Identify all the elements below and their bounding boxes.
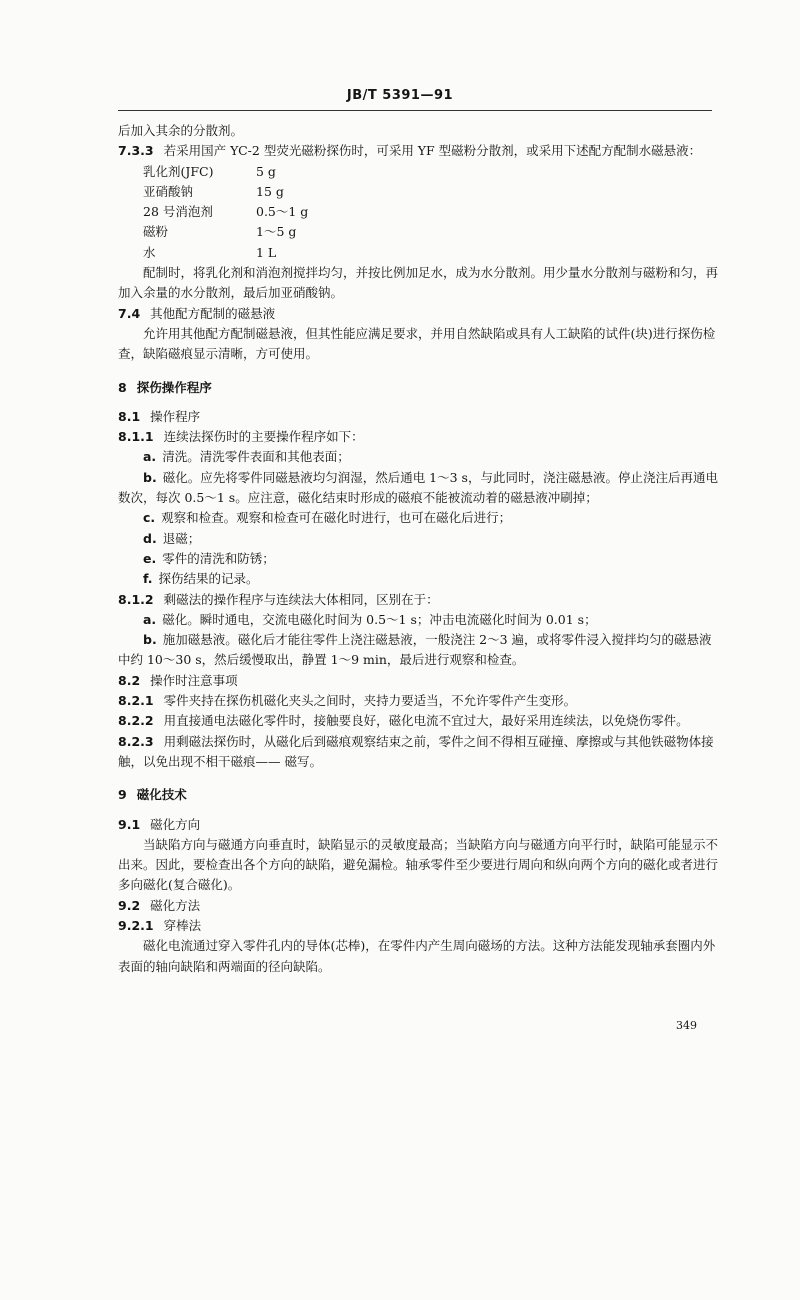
clause-8-1-2 [118,590,718,610]
section-8-heading [118,378,718,398]
clause-number: 9.1 [118,816,141,832]
clause-9-2-1-heading [118,916,718,936]
list-item [118,569,718,589]
formula-row [143,222,308,242]
ingredient-quantity: 1 L [256,244,277,260]
ingredient-name: 亚硝酸钠 [143,183,194,199]
section-title: 磁化技术 [136,787,187,803]
formula-row [143,162,308,182]
list-text: 退磁； [162,530,201,546]
clause-number: 8.1 [118,408,141,424]
clause-8-2-1 [118,691,718,711]
section-9-heading [118,785,718,805]
clause-number: 8.2.1 [118,693,154,709]
formula-row [143,182,308,202]
clause-title: 磁化方法 [150,897,201,913]
ingredient-name: 乳化剂(JFC) [143,163,214,179]
clause-number: 8.1.1 [118,429,154,445]
clause-text: 剩磁法的操作程序与连续法大体相同，区别在于： [163,591,439,607]
list-label: b. [143,469,157,485]
ingredient-quantity: 0.5～1 g [256,204,309,220]
clause-number: 7.4 [118,305,141,321]
list-text: 清洗。清洗零件表面和其他表面； [162,449,350,465]
clause-title: 其他配方配制的磁悬液 [150,305,276,321]
list-text: 磁化。应先将零件同磁悬液均匀润湿，然后通电 1～3 s，与此同时，浇注磁悬液。停止浇注后再通电数次，每次 0.5～1 s。应注意，磁化结束时形成的磁痕不能被流动着的磁悬液冲刷掉； [118,469,718,506]
clause-8-1-heading [118,407,718,427]
clause-title: 操作时注意事项 [150,672,238,688]
clause-number: 9.2.1 [118,917,154,933]
paragraph: 配制时，将乳化剂和消泡剂搅拌均匀，并按比例加足水，成为水分散剂。用少量水分散剂与磁粉和匀，再加入余量的水分散剂，最后加亚硝酸钠。 [118,265,719,301]
paragraph: 磁化电流通过穿入零件孔内的导体(芯棒)，在零件内产生周向磁场的方法。这种方法能发现轴承套圈内外表面的轴向缺陷和两端面的径向缺陷。 [118,938,716,974]
list-label: f. [143,571,153,587]
clause-title: 磁化方向 [150,816,201,832]
list-item [118,468,718,509]
ingredient-quantity: 1～5 g [256,224,297,240]
clause-number: 8.2.3 [118,733,154,749]
ingredient-name: 28 号消泡剂 [143,204,213,220]
clause-9-1-heading [118,815,718,835]
clause-8-2-2 [118,711,718,731]
list-item [118,549,718,569]
paragraph: 当缺陷方向与磁通方向垂直时，缺陷显示的灵敏度最高；当缺陷方向与磁通方向平行时，缺陷可能显示不出来。因此，要检查出各个方向的缺陷，避免漏检。轴承零件至少要进行周向和纵向两个方向的磁化或者进行多向磁化(复合磁化)。 [118,836,719,893]
ingredient-quantity: 15 g [256,183,284,199]
clause-number: 7.3.3 [118,143,154,159]
clause-text: 零件夹持在探伤机磁化夹头之间时，夹持力要适当，不允许零件产生变形。 [163,693,577,709]
clause-8-2-3 [118,732,718,773]
list-text: 施加磁悬液。磁化后才能往零件上浇注磁悬液，一般浇注 2～3 遍，或将零件浸入搅拌均匀的磁悬液中约 10～30 s，然后缓慢取出，静置 1～9 min，最后进行观察和检查。 [118,632,712,668]
list-label: d. [143,530,157,546]
list-text: 观察和检查。观察和检查可在磁化时进行，也可在磁化后进行； [161,510,512,526]
clause-7-4-heading [118,304,718,324]
section-number: 8 [118,379,127,395]
clause-title: 穿棒法 [163,917,202,933]
list-text: 磁化。瞬时通电，交流电磁化时间为 0.5～1 s；冲击电流磁化时间为 0.01 s； [162,611,597,627]
clause-7-3-3 [118,141,718,161]
paragraph: 后加入其余的分散剂。 [118,123,244,138]
clause-text: 用直接通电法磁化零件时，接触要良好，磁化电流不宜过大，最好采用连续法，以免烧伤零件。 [163,713,689,729]
clause-text: 若采用国产 YC-2 型荧光磁粉探伤时，可采用 YF 型磁粉分散剂，或采用下述配方配制水磁悬液： [163,143,702,159]
clause-number: 9.2 [118,897,141,913]
ingredient-name: 水 [143,244,156,260]
document-body [118,121,718,977]
list-label: c. [143,510,156,526]
list-item [118,508,718,528]
ingredient-quantity: 5 g [256,163,276,179]
list-label: a. [143,611,157,627]
paragraph: 允许用其他配方配制磁悬液，但其性能应满足要求，并用自然缺陷或具有人工缺陷的试件(块)进行探伤检查，缺陷磁痕显示清晰，方可使用。 [118,325,716,362]
list-text: 零件的清洗和防锈； [162,550,275,566]
ingredient-name: 磁粉 [143,224,169,240]
list-item [118,529,718,549]
header-rule [118,110,712,111]
clause-text: 连续法探伤时的主要操作程序如下： [163,429,364,445]
clause-number: 8.2.2 [118,713,154,729]
list-text: 探伤结果的记录。 [158,571,259,587]
formula-table [143,162,308,263]
clause-text: 用剩磁法探伤时，从磁化后到磁痕观察结束之前，零件之间不得相互碰撞、摩擦或与其他铁磁物体接触，以免出现不相干磁痕—— 磁写。 [118,733,714,769]
list-label: e. [143,550,157,566]
clause-number: 8.2 [118,672,141,688]
list-item [118,447,718,467]
clause-8-1-1 [118,427,718,447]
list-item [118,610,718,630]
clause-title: 操作程序 [150,408,201,424]
formula-row [143,202,308,222]
clause-number: 8.1.2 [118,591,154,607]
list-label: b. [143,632,157,648]
list-item [118,630,718,671]
section-number: 9 [118,787,127,803]
standard-code-header: JB/T 5391—91 [346,88,454,103]
list-label: a. [143,449,157,465]
section-title: 探伤操作程序 [136,379,212,395]
formula-row [143,243,308,263]
page-number: 349 [676,1019,697,1032]
clause-9-2-heading [118,896,718,916]
clause-8-2-heading [118,671,718,691]
